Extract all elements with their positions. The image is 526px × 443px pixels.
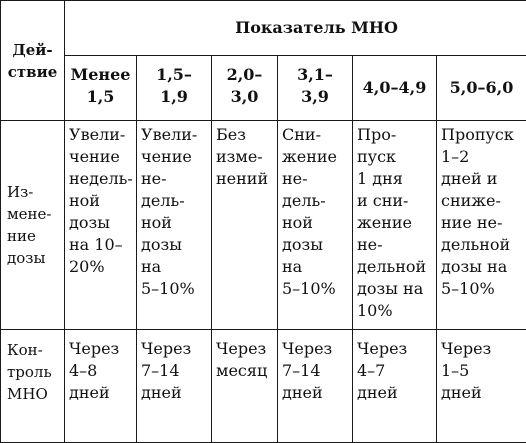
cell-line: 4–8 <box>69 360 132 382</box>
range-header-cell <box>353 56 437 121</box>
cell-line: дней <box>441 382 522 404</box>
range-header-cell <box>437 56 526 121</box>
cell-line: Через <box>141 338 207 360</box>
range-header-line: 1,9 <box>141 86 207 108</box>
cell-line: на 10– <box>69 234 132 256</box>
dose-change-cell <box>278 121 353 330</box>
cell-line: дней <box>141 382 207 404</box>
range-header-cell <box>278 56 353 121</box>
cell-line: Без <box>216 124 273 146</box>
cell-line: дель- <box>282 190 348 212</box>
cell-line: ной <box>282 212 348 234</box>
cell-line: пуск <box>357 146 432 168</box>
cell-line: дозы на <box>441 256 522 278</box>
cell-line: не- <box>357 234 432 256</box>
cell-line: 1–5 <box>441 360 522 382</box>
cell-line: не- <box>282 168 348 190</box>
dose-change-cell <box>437 121 526 330</box>
dose-change-row <box>1 121 526 330</box>
dose-change-cell <box>353 121 437 330</box>
cell-line: сниже- <box>441 190 522 212</box>
row-label-line: дозы <box>7 247 60 269</box>
range-header-line: 2,0– <box>216 64 273 86</box>
dose-change-cell <box>212 121 278 330</box>
cell-line: чение <box>141 146 207 168</box>
cell-line: жение <box>282 146 348 168</box>
row-label-line: Из- <box>7 181 60 203</box>
cell-line: 7–14 <box>282 360 348 382</box>
inr-control-cell <box>278 330 353 443</box>
cell-line: ной <box>69 190 132 212</box>
cell-line: месяц <box>216 360 273 382</box>
range-header-line: 3,0 <box>216 86 273 108</box>
range-header-cell <box>65 56 137 121</box>
cell-line: Через <box>216 338 273 360</box>
cell-line: на <box>282 256 348 278</box>
inr-control-cell <box>212 330 278 443</box>
cell-line: дозы <box>141 234 207 256</box>
row-label-line: ние <box>7 225 60 247</box>
row-label-line: Кон- <box>7 339 60 361</box>
cell-line: 7–14 <box>141 360 207 382</box>
range-header-line: 4,0–4,9 <box>357 77 432 99</box>
cell-line: жение <box>357 212 432 234</box>
row-label-line: МНО <box>7 383 60 405</box>
cell-line: дней <box>357 382 432 404</box>
dose-change-cell <box>137 121 212 330</box>
action-header-line: ствие <box>5 61 60 83</box>
cell-line: и сни- <box>357 190 432 212</box>
cell-line: нений <box>216 168 273 190</box>
cell-line: дозы на <box>357 278 432 300</box>
cell-line: 10% <box>357 300 432 322</box>
cell-line: 5–10% <box>141 278 207 300</box>
inr-control-cell <box>65 330 137 443</box>
range-header-cell <box>137 56 212 121</box>
cell-line: Через <box>441 338 522 360</box>
cell-line: чение <box>69 146 132 168</box>
cell-line: дней <box>282 382 348 404</box>
inr-control-cell <box>437 330 526 443</box>
range-header-line: 1,5 <box>69 86 132 108</box>
cell-line: дельной <box>357 256 432 278</box>
cell-line: недель- <box>69 168 132 190</box>
dose-change-cell <box>65 121 137 330</box>
header-row-group <box>1 1 526 56</box>
cell-line: не- <box>141 168 207 190</box>
cell-line: 20% <box>69 256 132 278</box>
cell-line: Через <box>282 338 348 360</box>
header-row-ranges <box>1 56 526 121</box>
range-header-line: 5,0–6,0 <box>441 77 522 99</box>
inr-control-label-cell <box>1 330 65 443</box>
cell-line: Увели- <box>69 124 132 146</box>
action-header-line: Дей- <box>5 39 60 61</box>
cell-line: изме- <box>216 146 273 168</box>
inr-control-cell <box>137 330 212 443</box>
action-header-cell <box>1 1 65 121</box>
cell-line: Через <box>69 338 132 360</box>
cell-line: 1–2 <box>441 146 522 168</box>
inr-control-cell <box>353 330 437 443</box>
range-header-cell <box>212 56 278 121</box>
cell-line: Про- <box>357 124 432 146</box>
range-header-line: 3,9 <box>282 86 348 108</box>
cell-line: 5–10% <box>441 278 522 300</box>
cell-line: 4–7 <box>357 360 432 382</box>
cell-line: Сни- <box>282 124 348 146</box>
cell-line: ние не- <box>441 212 522 234</box>
cell-line: ной <box>141 212 207 234</box>
cell-line: 5–10% <box>282 278 348 300</box>
dose-change-label-cell <box>1 121 65 330</box>
row-label-line: троль <box>7 361 60 383</box>
inr-group-header: Показатель МНО <box>65 1 526 56</box>
cell-line: на <box>141 256 207 278</box>
cell-line: дней и <box>441 168 522 190</box>
cell-line: Увели- <box>141 124 207 146</box>
cell-line: дозы <box>69 212 132 234</box>
inr-control-row <box>1 330 526 443</box>
cell-line: Пропуск <box>441 124 522 146</box>
range-header-line: Менее <box>69 64 132 86</box>
cell-line: дель- <box>141 190 207 212</box>
range-header-line: 1,5– <box>141 64 207 86</box>
range-header-line: 3,1– <box>282 64 348 86</box>
row-label-line: мене- <box>7 203 60 225</box>
cell-line: 1 дня <box>357 168 432 190</box>
cell-line: дозы <box>282 234 348 256</box>
cell-line: Через <box>357 338 432 360</box>
cell-line: дней <box>69 382 132 404</box>
cell-line: дельной <box>441 234 522 256</box>
